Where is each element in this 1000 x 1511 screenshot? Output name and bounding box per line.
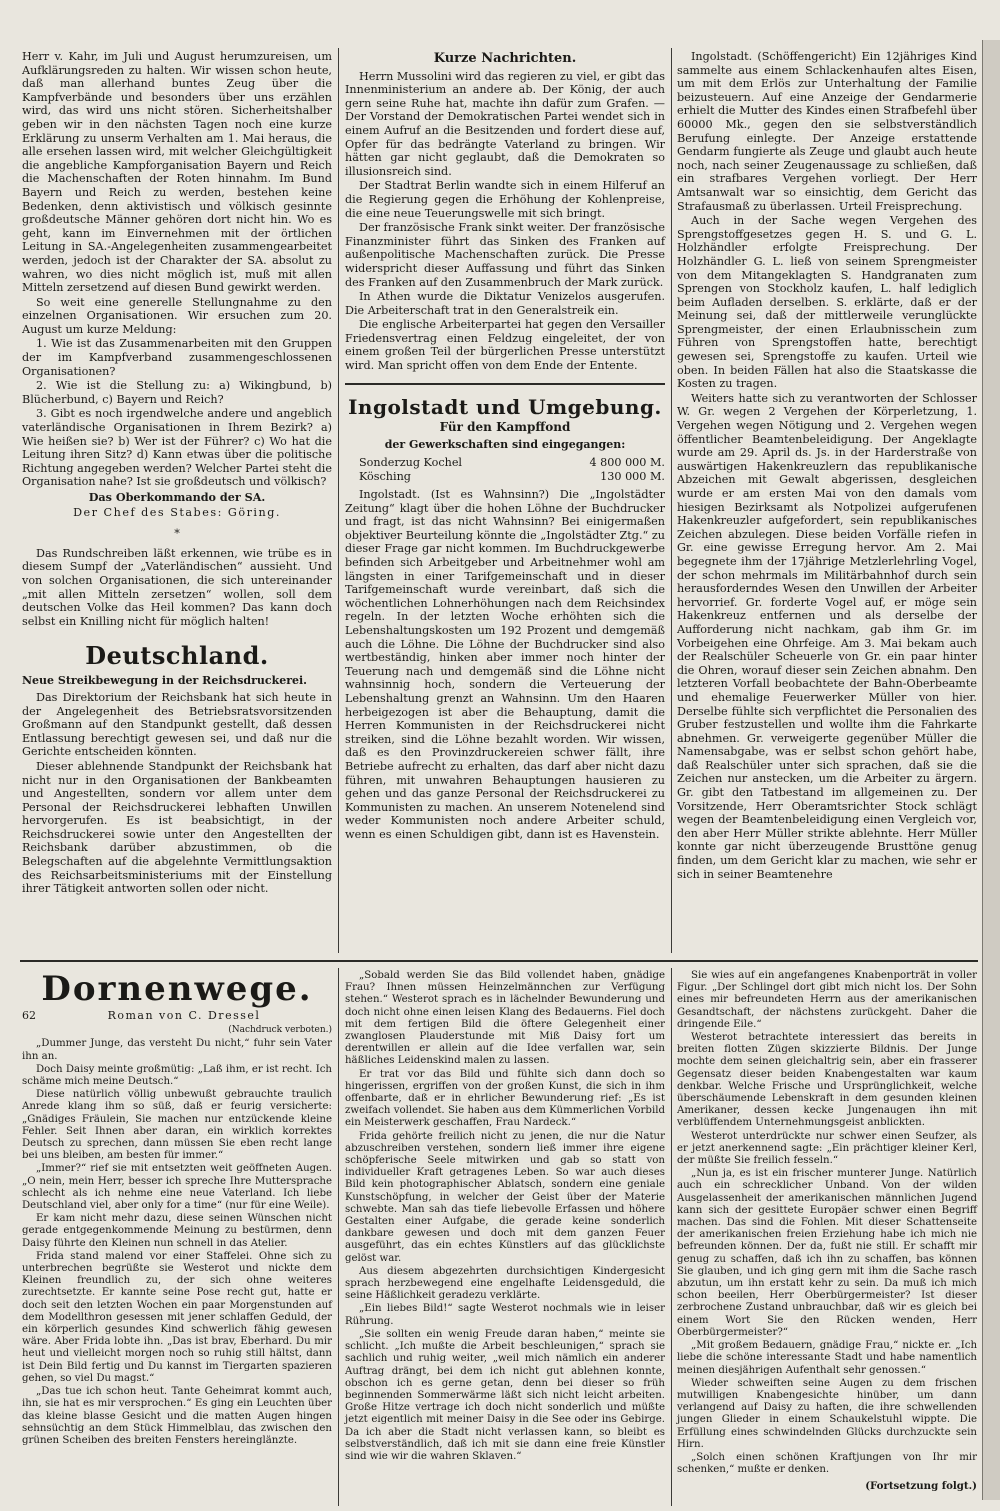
section-heading-ingolstadt: Ingolstadt und Umgebung. <box>348 394 662 419</box>
paragraph: Auch in der Sache wegen Vergehen des Sprengstoffgesetzes gegen H. S. und G. L. Holzhändler erfolgte Freisprechung. Der Holzhändler G. L. ließ von seinem Sprengmeister von dem Mitangeklagten S. Handgranaten zum Sprengen von Stockholz kaufen, L. half lediglich beim Aufladen derselben. S. erklärte, daß er der Meinung sei, daß der mittlerweile verunglückte Sprengmeister, der einen Erlaubnisschein zum Führen von Sprengstoffen hatte, berechtigt gewesen sei, Sprengstoffe zu kaufen. Urteil wie oben. In beiden Fällen hat also die Staatskasse die Kosten zu tragen. <box>677 214 977 391</box>
article-heading-streik: Neue Streikbewegung in der Reichsdruckerei. <box>22 674 307 688</box>
instalment-number: 62 <box>22 1009 36 1022</box>
feuilleton-rule <box>20 960 978 962</box>
signature-org: Das Oberkommando der SA. <box>88 490 266 504</box>
paragraph: Doch Daisy meinte großmütig: „Laß ihm, er ist recht. Ich schäme mich meine Deutsch.“ <box>22 1063 332 1088</box>
column-2 <box>345 50 665 841</box>
signature-name: Der Chef des Stabes: Göring. <box>73 505 281 519</box>
paragraph: Der französische Frank sinkt weiter. Der französische Finanzminister führt das Sinken des Franken auf außenpolitische Machenschaften zurück. Die Presse widerspricht dieser Auffassung und führt das Sinken des Franken auf den Zusammenbruch der Mark zurück. <box>345 221 665 289</box>
paragraph: „Ein liebes Bild!“ sagte Westerot nochmals wie in leiser Rührung. <box>345 1303 665 1327</box>
column-1 <box>22 50 332 896</box>
paragraph: Sie wies auf ein angefangenes Knabenporträt in voller Figur. „Der Schlingel dort gibt mich nicht los. Der Sohn eines mir befreundeten Herrn aus der amerikanischen Gesandtschaft, der nächstens zurückgeht. Daher die dringende Eile.“ <box>677 970 977 1030</box>
column-rule-1 <box>338 48 339 953</box>
paragraph: „Immer?“ rief sie mit entsetzten weit geöffneten Augen. „O nein, mein Herr, besser ich spreche Ihre Muttersprache schlecht als ich nehme eine neue Vaterland. Ich liebe Deutschland viel, aber only for a time“ (nur für eine Weile). <box>22 1163 332 1212</box>
roman-subtitle: Roman von C. Dressel <box>107 1009 261 1022</box>
kurze-nachrichten-heading: Kurze Nachrichten. <box>433 51 577 66</box>
question-3: 3. Gibt es noch irgendwelche andere und angeblich vaterländische Organisationen in Ihrem Bezirk? a) Wie heißen sie? b) Wer ist der Führer? c) Wo hat die Leitung ihren Sitz? d) Kann etwas über die politische Richtung angegeben werden? Welcher Partei steht die Organisation nahe? Ist sie großdeutsch und völkisch? <box>22 407 332 489</box>
paragraph: „Sie sollten ein wenig Freude daran haben,“ meinte sie schlicht. „Ich mußte die Arbeit beschleunigen,“ sprach sie sachlich und ruhig weiter, „weil mich nämlich ein anderer Auftrag drängt, bei dem ich nicht gut ablehnen konnte, obschon ich es gerne getan, denn bei dieser so früh beginnenden Sommerwärme läßt sich nicht leicht arbeiten. Große Hitze vertrage ich doch nicht sonderlich und müßte jetzt eigentlich mit meiner Daisy in die See oder ins Gebirge. Da ich aber die Stadt nicht verlassen kann, so bleibt es selbstverständlich, daß ich mit sie dann eine freie Künstler sind wie wir die wahren Sklaven.“ <box>345 1328 665 1462</box>
paragraph: In Athen wurde die Diktatur Venizelos ausgerufen. Die Arbeiterschaft trat in den Generalstreik ein. <box>345 290 665 317</box>
column-rule-2 <box>671 48 672 953</box>
paragraph: So weit eine generelle Stellungnahme zu den einzelnen Organisationen. Wir ersuchen zum 20. August um kurze Meldung: <box>22 295 332 336</box>
paragraph: Er kam nicht mehr dazu, diese seinen Wünschen nicht gerade entgegenkommende Meinung zu bestürmen, denn Daisy führte den Kleinen nun schnell in das Atelier. <box>22 1213 332 1249</box>
roman-column-3 <box>677 970 977 1493</box>
fund-row: Sonderzug Kochel 4 800 000 M. <box>359 455 665 469</box>
fund-row: Kösching 130 000 M. <box>359 470 665 484</box>
paragraph: Frida gehörte freilich nicht zu jenen, die nur die Natur abzuschreiben verstehen, sondern ließ immer ihre eigene schöpferische Seele mitwirken und gab so statt von individueller Kraft getragenes Leben. So war auch dieses Bild kein photographischer Ablatsch, sondern eine geniale Kunstschöpfung, in welcher der Geist über der Materie schwebte. Man sah das tiefe liebevolle Erfassen und höhere Gestalten einer Aufgabe, die gerade keine sonderlich dankbare gewesen und doch mit dem ganzen Feuer ausgeführt, das ein echtes Künstlers auf das glücklichste gelöst war. <box>345 1130 665 1264</box>
roman-title: Dornenwege. <box>41 969 313 1009</box>
question-1: 1. Wie ist das Zusammenarbeiten mit den Gruppen der im Kampfverband zusammengeschlossenen Organisationen? <box>22 337 332 378</box>
paragraph: Wieder schweiften seine Augen zu dem frischen mutwilligen Knabengesichte hinüber, um dann verlangend auf Daisy zu haften, die ihre schwellenden jungen Glieder in einem Schaukelstuhl wippte. Die Erfüllung eines schwindelnden Glücks durchzuckte sein Hirn. <box>677 1377 977 1450</box>
roman-column-2 <box>345 970 665 1463</box>
roman-column-1 <box>22 966 332 1447</box>
roman-rule-2 <box>671 968 672 1506</box>
court-report: Ingolstadt. (Schöffengericht) Ein 12jähriges Kind sammelte aus einem Schlackenhaufen altes Eisen, um mit dem Erlös zur Unterhaltung der Familie beizusteuern. Auf eine Anzeige der Gendarmerie erhielt die Mutter des Kindes einen Strafbefehl über 60000 Mk., gegen den sie selbstverständlich Berufung einlegte. Der Anzeige erstattende Gendarm fungierte als Zeuge und glaubt auch heute noch, nach seiner Zeugenaussage zu schließen, daß ein strafbares Vergehen vorliegt. Der Herr Amtsanwalt war so einsichtig, dem Gericht das Strafausmaß zu überlassen. Urteil Freisprechung. <box>677 50 977 213</box>
paragraph: Westerot betrachtete interessiert das bereits in breiten flotten Zügen skizzierte Bildnis. Der Junge mochte dem seinen gleichaltrig sein, aber ein frasserer Gegensatz dieser beiden Knabengestalten war kaum denkbar. Welche Frische und Ursprünglichkeit, welche überschäumende Lebenskraft in dem gesunden kleinen Amerikaner, dessen kecke Jungenaugen ihn mit verblüffendem Unternehmungsgeist anblickten. <box>677 1032 977 1129</box>
paragraph: Er trat vor das Bild und fühlte sich dann doch so hingerissen, ergriffen von der großen Kunst, die sich in ihm offenbarte, daß er in ehrlicher Bewunderung rief: „Es ist zweifach vollendet. Sie haben aus dem Kümmerlichen Vorbild ein Meisterwerk geschaffen, Frau Nardeck.“ <box>345 1068 665 1129</box>
paragraph: Dieser ablehnende Standpunkt der Reichsbank hat nicht nur in den Organisationen der Bankbeamten und Angestellten, sondern vor allem unter dem Personal der Reichsdruckerei lebhaften Unwillen hervorgerufen. Es ist beabsichtigt, in der Reichsdruckerei sowie unter den Angestellten der Reichsbank darüber abzustimmen, ob die Belegschaften auf die abgelehnte Vermittlungsaktion des Reichsarbeitsministeriums mit der Einstellung ihrer Tätigkeit antworten sollen oder nicht. <box>22 759 332 896</box>
continuation-note: (Fortsetzung folgt.) <box>865 1480 977 1493</box>
paragraph: „Nun ja, es ist ein frischer munterer Junge. Natürlich auch ein schrecklicher Unband. Von der wilden Ausgelassenheit der amerikanischen männlichen Jugend kann sich der gesittete Europäer schwer einen Begriff machen. Das sind die Fohlen. Mit dieser Schattenseite der amerikanischen freien Erziehung habe ich mich nie befreunden können. Der da, fußt nie still. Er schafft mir genug zu schaffen, daß ich ihn zu schaffen, bas können Sie glauben, und ich ging gern mit ihm die Sache rasch abzutun, um ihn erstatt kehr zu sein. Da muß ich mich schon beeilen, Herr Oberbürgermeister? Ist dieser zerbrochene Zustand unbrauchbar, daß wir es gleich bei einem Wort Sie den Rücken wenden, Herr Oberbürgermeister?“ <box>677 1168 977 1338</box>
paragraph: Das Direktorium der Reichsbank hat sich heute in der Angelegenheit des Betriebsratsvorsitzenden Großmann auf den Standpunkt gestellt, daß dessen Entlassung berechtigt gewesen sei, und daß nur die Gerichte entscheiden könnten. <box>22 690 332 759</box>
separator-star: * <box>174 527 180 541</box>
paragraph: Die englische Arbeiterpartei hat gegen den Versailler Friedensvertrag einen Feldzug eingeleitet, der von einem großen Teil der bürgerlichen Presse unterstützt wird. Man spricht offen von dem Ende der Entente. <box>345 318 665 373</box>
paragraph: Der Stadtrat Berlin wandte sich in einem Hilferuf an die Regierung gegen die Erhöhung der Kohlenpreise, die eine neue Teuerungswelle mit sich bringt. <box>345 179 665 220</box>
paragraph: Ingolstadt. (Ist es Wahnsinn?) Die „Ingolstädter Zeitung“ klagt über die hohen Löhne der Buchdrucker und fragt, ist das nicht Wahnsinn? Bei einigermaßen objektiver Beurteilung könnte die „Ingolstädter Ztg.“ zu dieser Frage gar nicht kommen. Im Buchdruckgewerbe befinden sich Arbeitgeber und Arbeitnehmer wohl am längsten in einer Tarifgemeinschaft und in dieser Tarifgemeinschaft wurde vereinbart, daß sich die wöchentlichen Lohnerhöhungen nach dem Reichsindex regeln. In der letzten Woche erhöhten sich die Lebenshaltungskosten um 192 Prozent und demgemäß auch die Löhne. Die Löhne der Buchdrucker sind also wertbeständig, hinken aber immer noch hinter der Teuerung nach und demgemäß sind die Löhne nicht wahnsinnig hoch, sondern die Verteuerung der Lebenshaltung grenzt an Wahnsinn. Um den Haaren herbeigezogen ist aber die Behauptung, damit die Herren Kommunisten in der Reichsdruckerei nicht streiken, sind die Löhne bezahlt worden. Wir wissen, daß es den Provinzdruckereien schwer fällt, ihre Betriebe aufrecht zu erhalten, das darf aber nicht dazu führen, mit unwahren Behauptungen hausieren zu gehen und das ganze Personal der Reichsdruckerei zu Kommunisten zu machen. An unserem Notenelend sind weder Kommunisten noch andere Arbeiter schuld, wenn es einen Schuldigen gibt, dann ist es Havenstein. <box>345 488 665 841</box>
paragraph: „Mit großem Bedauern, gnädige Frau,“ nickte er. „Ich liebe die schöne interessante Stadt und habe namentlich meinen diesjährigen Aufenthalt sehr genossen.“ <box>677 1340 977 1376</box>
fund-subheading: der Gewerkschaften sind eingegangen: <box>384 438 626 452</box>
paragraph: Herrn Mussolini wird das regieren zu viel, er gibt das Innenministerium an andere ab. Der König, der auch gern seine Ruhe hat, machte ihn dafür zum Grafen. — Der Vorstand der Demokratischen Partei wendet sich in einem Aufruf an die Besitzenden und fordert diese auf, Opfer für das bedrängte Vaterland zu bringen. Wir hätten gar nicht geglaubt, daß die Demokraten so illusionsreich sind. <box>345 69 665 178</box>
question-2: 2. Wie ist die Stellung zu: a) Wikingbund, b) Blücherbund, c) Bayern und Reich? <box>22 379 332 406</box>
paragraph: „Solch einen schönen Kraftjungen von Ihr mir schenken,“ mußte er denken. <box>677 1451 977 1476</box>
column-3 <box>677 50 977 881</box>
paragraph: Diese natürlich völlig unbewußt gebrauchte traulich Anrede klang ihm so süß, daß er feurig versicherte: „Gnädiges Fräulein, Sie machen nur entzückende kleine Fehler. Seit Ihnen aber daran, ein wirklich korrektes Deutsch zu sprechen, dann müssen Sie eben recht lange bei uns bleiben, am besten für immer.“ <box>22 1089 332 1162</box>
paragraph: „Das tue ich schon heut. Tante Geheimrat kommt auch, ihn, sie hat es mir versprochen.“ Es ging ein Leuchten über das kleine blasse Gesicht und die matten Augen hingen sehnsüchtig an dem Stück Himmelblau, das zwischen den grünen Scheiben des breiten Fensters hereinglänzte. <box>22 1386 332 1446</box>
paragraph: Aus diesem abgezehrten durchsichtigen Kindergesicht sprach herzbewegend eine engelhafte Leidensgeduld, die seine Häßlichkeit geradezu verklärte. <box>345 1265 665 1302</box>
section-divider <box>345 383 665 385</box>
paragraph: Frida stand malend vor einer Staffelei. Ohne sich zu unterbrechen begrüßte sie Westerot und nickte dem Kleinen freundlich zu, der sich ohne weiteres zurechtsetzte. Er kannte seine Pose recht gut, hatte er doch seit den letzten Wochen ein paar Morgenstunden auf dem Modellthron gesessen mit jener schlaffen Geduld, der ein körperlich gesundes Kind schwerlich fähig gewesen wäre. Aber Frida lobte ihn. „Das ist brav, Eberhard. Du mir heut und vielleicht morgen noch so ruhig still hältst, dann ist Dein Bild fertig und Du kannst im Tiergarten spazieren gehen, so viel Du magst.“ <box>22 1250 332 1384</box>
paragraph: „Sobald werden Sie das Bild vollendet haben, gnädige Frau? Ihnen müssen Heinzelmännchen zur Verfügung stehen.“ Westerot sprach es in lächelnder Bewunderung und doch nicht ohne einen leisen Klang des Bedauerns. Fiel doch mit dem fertigen Bild die öftere Gelegenheit einer zwanglosen Plauderstunde mit Miß Daisy fort um derentwillen er allein auf die Idee verfallen war, sein häßliches Leidenskind malen zu lassen. <box>345 970 665 1067</box>
paragraph: Westerot unterdrückte nur schwer einen Seufzer, als er jetzt anerkennend sagte: „Ein prächtiger kleiner Kerl, der müßte Sie freilich fesseln.“ <box>677 1130 977 1167</box>
paragraph: Weiters hatte sich zu verantworten der Schlosser W. Gr. wegen 2 Vergehen der Körperletzung, 1. Vergehen wegen Nötigung und 2. Vergehen wegen öffentlicher Beamtenbeleidigung. Der Angeklagte wurde am 29. April ds. Js. in der Harderstraße von auswärtigen Hakenkreuzlern das republikanische Abzeichen mit Gewalt abgerissen, desgleichen wurde er am ersten Mai von den damals vom hiesigen Bezirksamt als Notpolizei aufgerufenen Hakenkreuzler aufgefordert, sein republikanisches Zeichen abzulegen. Diese beiden Vorfälle riefen in Gr. eine gewisse Erregung hervor. Am 2. Mai begegnete ihm der 17jährige Metzlerlehrling Vogel, der schon mehrmals im Militärbahnhof durch sein herausforderndes Wesen den Unwillen der Arbeiter hervorrief. Gr. forderte Vogel auf, er möge sein Hakenkreuz entfernen und als derselbe der Aufforderung nicht nachkam, gab ihm Gr. im Vorbeigehen eine Ohrfeige. Am 3. Mai bekam auch der Realschüler Scheuerle von Gr. ein paar hinter die Ohren, worauf dieser sein Zeichen abnahm. Den letzteren Vorfall beobachtete der Bahn-Oberbeamte und ehemalige Feuerwerker Müller von hier. Derselbe fühlte sich verpflichtet die Personalien des Gruber festzustellen und wollte ihm die Fahrkarte abnehmen. Gr. verweigerte gegenüber Müller die Namensabgabe, was er selbst schon gehört habe, daß Realschüler unter sich sprachen, daß sie die Zeichen nur anstecken, um die Arbeiter zu ärgern. Gr. gibt den Tatbestand im allgemeinen zu. Der Vorsitzende, Herr Oberamtsrichter Stock schlägt wegen der Beamtenbeleidigung einen Vergleich vor, den aber Herr Müller strikte ablehnte. Herr Müller konnte gar nicht überzeugende Brusttöne genug finden, um dem Gericht klar zu machen, wie sehr er sich in seiner Beamtenehre <box>677 391 977 881</box>
commentary: Das Rundschreiben läßt erkennen, wie trübe es in diesem Sumpf der „Vaterländischen“ aussieht. Und von solchen Organisationen, die sich untereinander „mit allen Mitteln zersetzen“ wollen, soll dem deutschen Volke das Heil kommen? Das kann doch selbst ein Knilling nicht für möglich halten! <box>22 546 332 628</box>
rights-notice: (Nachdruck verboten.) <box>228 1025 332 1036</box>
fund-heading: Für den Kampffond <box>439 419 571 434</box>
roman-byline <box>22 1010 332 1022</box>
article-continuation: Herr v. Kahr, im Juli und August herumzureisen, um Aufklärungsreden zu halten. Wir wissen schon heute, daß man allerhand buntes Zeug über die Kampfverbände und besonders über uns erzählen wird, das wird uns nicht stören. Sicherheitshalber geben wir in den nächsten Tagen noch eine kurze Erklärung zu unserm Verhalten am 1. Mai heraus, die alle ersehen lassen wird, mit welcher Gleichgültigkeit die angebliche Kampforganisation Bayern und Reich die Machenschaften der Roten hinnahm. Im Bund Bayern und Reich zu werden, bestehen keine Bedenken, denn aktivistisch und völkisch gesinnte großdeutsche Männer gehören dort nicht hin. Wo es geht, kann im Einvernehmen mit der örtlichen Leitung in SA.-Angelegenheiten zusammengearbeitet werden, jedoch ist der Charakter der SA. absolut zu wahren, wo dies nicht möglich ist, muß mit allen Mitteln zersetzend auf diesen Bund gewirkt werden. <box>22 50 332 295</box>
paragraph: „Dummer Junge, das versteht Du nicht,“ fuhr sein Vater ihn an. <box>22 1038 332 1062</box>
section-heading-deutschland: Deutschland. <box>85 641 269 671</box>
roman-rule-1 <box>338 968 339 1506</box>
adjacent-page-edge <box>982 40 1000 1500</box>
